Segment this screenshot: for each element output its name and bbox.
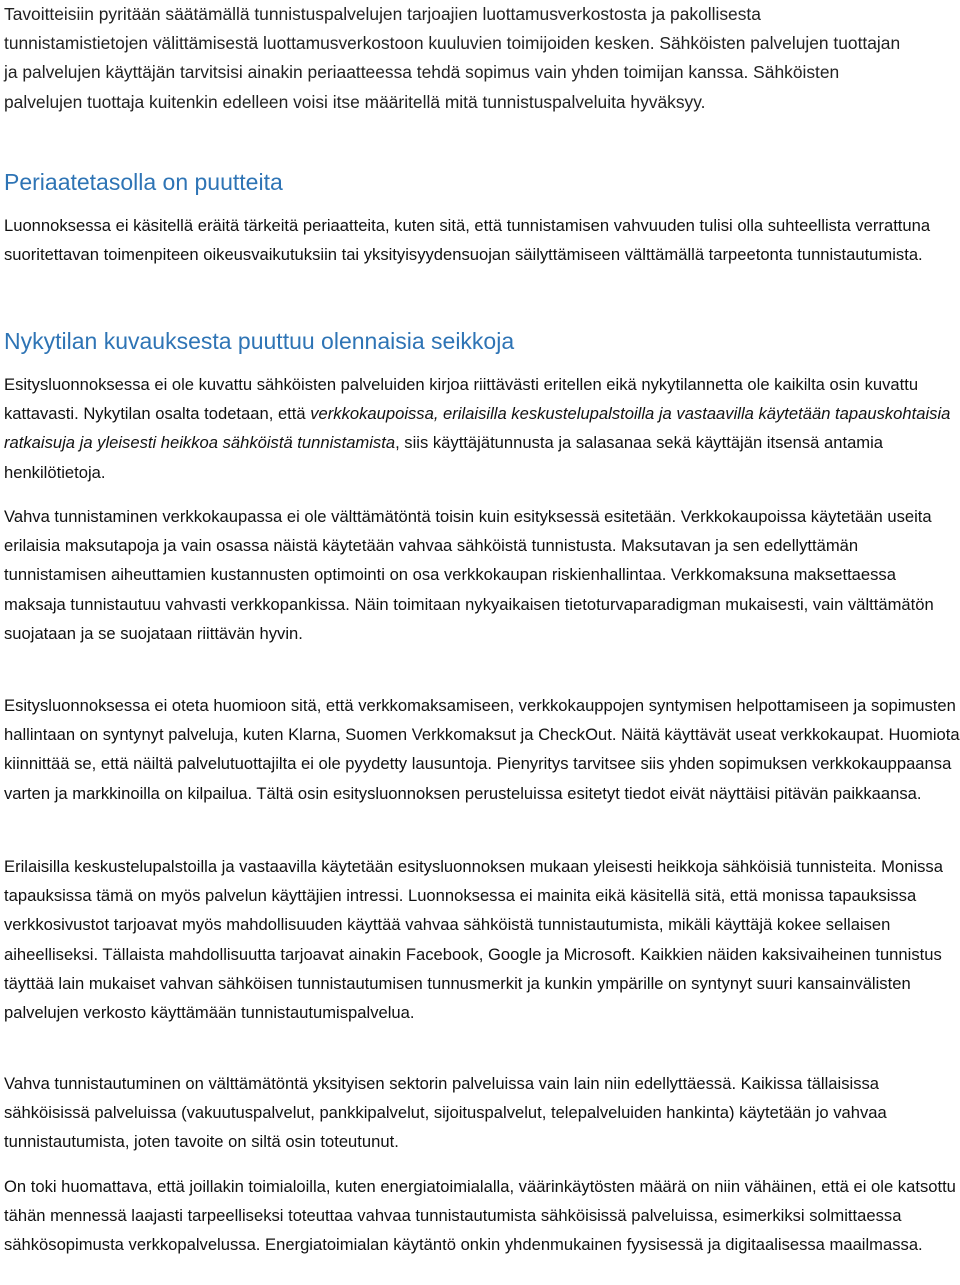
paragraph-text: , siis käyttäjätunnusta ja salasanaa sekä käyttäjän itsensä antamia henkilötietoja.	[4, 433, 884, 482]
italic-quote: verkkokaupoissa, erilaisilla keskustelupalstoilla ja vastaavilla käytetään tapauskohtaisia ratkaisuja ja yleisesti heikkoa sähköistä tunnistamista	[4, 404, 951, 453]
current-state-paragraph-1	[4, 370, 956, 487]
current-state-paragraph-2: Vahva tunnistaminen verkkokaupassa ei ole välttämätöntä toisin kuin esityksessä esitetään. Verkkokaupoissa käytetään useita erilaisia maksutapoja ja vain osassa näistä käytetään vahvaa sähköistä tunnistusta. Maksutavan ja sen edellyttämän tunnistamisen aiheuttamien kustannusten optimointi on osa verkkokaupan riskienhallintaa. Verkkomaksuna maksettaessa maksaja tunnistautuu vahvasti verkkopankissa. Näin toimitaan nykyaikaisen tietoturvaparadigman mukaisesti, vain välttämätön suojataan ja se suojataan riittävän hyvin.	[4, 507, 934, 643]
paragraph-text: Esitysluonnoksessa ei ole kuvattu sähköisten palveluiden kirjoa riittävästi eritellen eikä nykytilannetta ole kaikilta osin kuvattu kattavasti. Nykytilan osalta todetaan, että	[4, 375, 919, 424]
current-state-paragraph-4: Erilaisilla keskustelupalstoilla ja vastaavilla käytetään esitysluonnoksen mukaan yleisesti heikkoja sähköisiä tunnisteita. Monissa tapauksissa tämä on myös palvelun käyttäjien intressi. Luonnoksessa ei mainita eikä käsitellä sitä, että monissa tapauksissa verkkosivustot tarjoavat myös mahdollisuuden käyttää vahvaa sähköistä tunnistautumista, mikäli käyttäjä kokee sellaisen aiheelliseksi. Tällaista mahdollisuutta tarjoavat ainakin Facebook, Google ja Microsoft. Kaikkien näiden kaksivaiheinen tunnistus täyttää lain mukaiset vahvan sähköisen tunnistautumisen tunnusmerkit ja kunkin ympärille on syntynyt suuri kansainvälisten palvelujen verkosto käyttämään tunnistautumispalvelua.	[4, 857, 943, 1023]
current-state-paragraph-6: On toki huomattava, että joillakin toimialoilla, kuten energiatoimialalla, väärinkäytösten määrä on niin vähäinen, että ei ole katsottu tähän mennessä laajasti tarpeelliseksi toteuttaa vahvaa tunnistautumista sähköisissä palveluissa, esimerkiksi solmittaessa sähkösopimusta verkkopalvelussa. Energiatoimialan käytäntö onkin yhdenmukainen fyysisessä ja digitaalisessa maailmassa.	[4, 1177, 956, 1255]
intro-paragraph: Tavoitteisiin pyritään säätämällä tunnistuspalvelujen tarjoajien luottamusverkostosta ja pakollisesta tunnistamistietojen välittämisestä luottamusverkostoon kuuluvien toimijoiden kesken. Sähköisten palvelujen tuottajan ja palvelujen käyttäjän tarvitsisi ainakin periaatteessa tehdä sopimus vain yhden toimijan kanssa. Sähköisten palvelujen tuottaja kuitenkin edelleen voisi itse määritellä mitä tunnistuspalveluita hyväksyy.	[4, 4, 901, 112]
principles-paragraph: Luonnoksessa ei käsitellä eräitä tärkeitä periaatteita, kuten sitä, että tunnistamisen vahvuuden tulisi olla suhteellista verrattuna suoritettavan toimenpiteen oikeusvaikutuksiin tai yksityisyydensuojan säilyttämiseen välttämällä tarpeetonta tunnistautumista.	[4, 216, 931, 265]
current-state-paragraph-5: Vahva tunnistautuminen on välttämätöntä yksityisen sektorin palveluissa vain lain niin edellyttäessä. Kaikissa tällaisissa sähköisissä palveluissa (vakuutuspalvelut, pankkipalvelut, sijoituspalvelut, telepalveluiden hankinta) käytetään jo vahvaa tunnistautumista, joten tavoite on siltä osin toteutunut.	[4, 1074, 887, 1152]
section-heading-current-state: Nykytilan kuvauksesta puuttuu olennaisia seikkoja	[4, 328, 515, 354]
section-heading-principles: Periaatetasolla on puutteita	[4, 169, 283, 195]
current-state-paragraph-3: Esitysluonnoksessa ei oteta huomioon sitä, että verkkomaksamiseen, verkkokauppojen syntymisen helpottamiseen ja sopimusten hallintaan on syntynyt palveluja, kuten Klarna, Suomen Verkkomaksut ja CheckOut. Näitä käyttävät useat verkkokaupat. Huomiota kiinnittää se, että näiltä palvelutuottajilta ei ole pyydetty lausuntoja. Pienyritys tarvitsee siis yhden sopimuksen verkkokauppaansa varten ja markkinoilla on kilpailua. Tältä osin esitysluonnoksen perusteluissa esitetyt tiedot eivät näyttäisi pitävän paikkaansa.	[4, 696, 960, 803]
